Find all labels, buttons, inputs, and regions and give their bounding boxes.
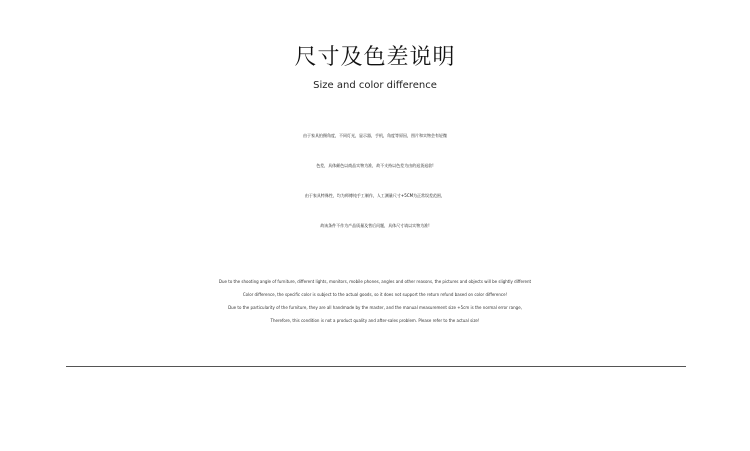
page-subtitle: Size and color difference bbox=[313, 80, 437, 91]
english-notice-line: Color difference, the specific color is subject to the actual goods, so it does not support the return refund based on color difference! bbox=[242, 292, 508, 297]
chinese-notice bbox=[0, 121, 750, 241]
chinese-notice-line: 故该条件不作为产品质量及售后问题，具体尺寸请以实物为准! bbox=[320, 223, 430, 228]
english-notice-line: Therefore, this condition is not a product quality and after-sales problem. Please refer to the actual size! bbox=[270, 318, 480, 323]
english-notice-line: Due to the particularity of the furniture, they are all handmade by the master, and the manual measurement size +5cm is the normal error range, bbox=[228, 305, 522, 310]
chinese-notice-line: 色差，具体颜色以商品实物为准，故不支持以色差为由的退货退款! bbox=[316, 163, 434, 168]
divider-line bbox=[66, 366, 686, 367]
english-notice-line: Due to the shooting angle of furniture, different lights, monitors, mobile phones, angles and other reasons, the pictures and objects will be slightly different bbox=[218, 279, 532, 284]
chinese-notice-line: 由于家具拍摄角度，不同灯光，显示器，手机，角度等原因，图片和实物会有轻微 bbox=[303, 133, 447, 138]
english-notice bbox=[0, 275, 750, 327]
page-title: 尺寸及色差说明 bbox=[294, 45, 456, 70]
chinese-notice-line: 由于家具特殊性，均为师傅纯手工制作，人工测量尺寸+5CM为正常误差范围， bbox=[304, 193, 446, 198]
